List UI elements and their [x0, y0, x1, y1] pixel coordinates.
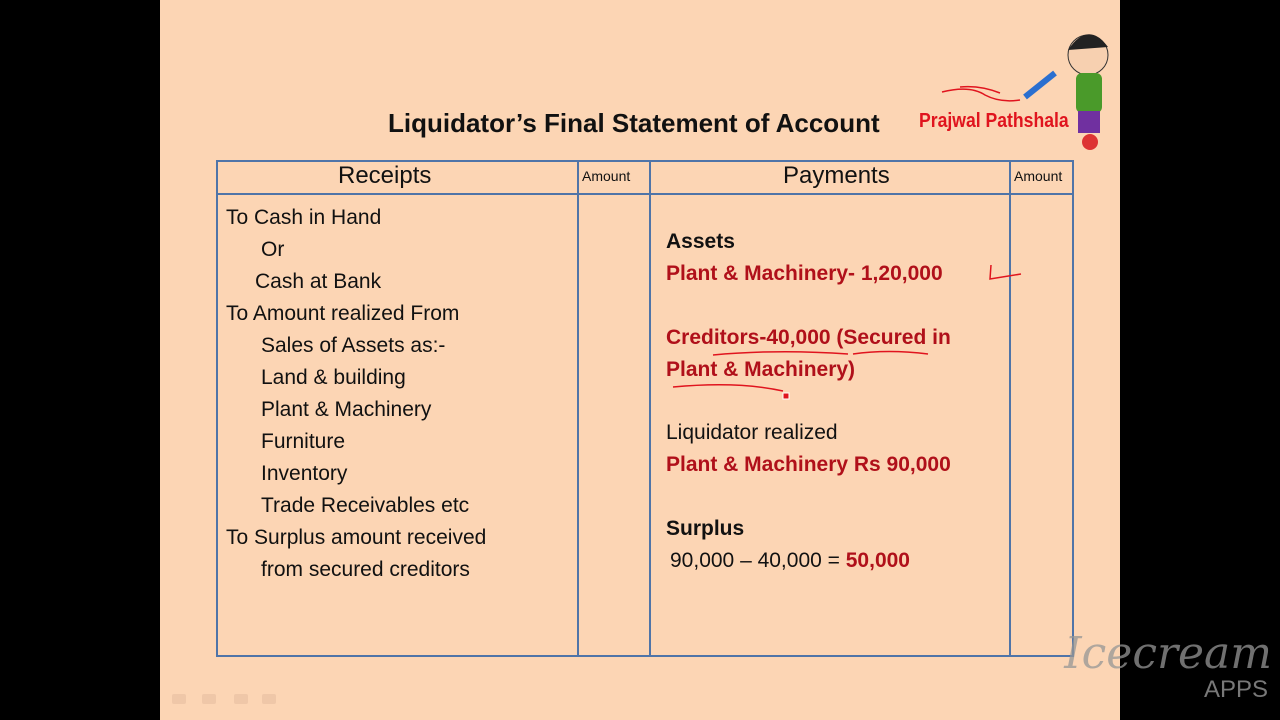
receipt-line: To Cash in Hand	[226, 206, 382, 229]
slide	[160, 0, 1120, 720]
surplus-formula: 90,000 – 40,000 =	[670, 549, 846, 572]
header-payments: Payments	[783, 162, 890, 189]
assets-label: Assets	[666, 230, 735, 253]
prev-slide-icon[interactable]	[172, 694, 186, 704]
brand-logo-text: Prajwal Pathshala	[919, 110, 1069, 132]
pen-annotations	[218, 162, 1076, 659]
surplus-value: 50,000	[845, 549, 910, 572]
receipt-line: To Amount realized From	[226, 302, 460, 325]
menu-icon[interactable]	[234, 694, 248, 704]
realized-value: Plant & Machinery Rs 90,000	[666, 453, 951, 476]
watermark-logo: Icecream	[1064, 628, 1272, 679]
receipt-line: Trade Receivables etc	[261, 494, 470, 517]
header-amount-receipts: Amount	[582, 168, 631, 184]
header-receipts: Receipts	[338, 162, 432, 189]
receipt-line: Land & building	[261, 366, 406, 389]
header-amount-payments: Amount	[1014, 168, 1063, 184]
pen-tool-icon[interactable]	[202, 694, 216, 704]
receipt-line: To Surplus amount received	[226, 526, 487, 549]
receipt-line: Or	[261, 238, 285, 261]
plant-value: Plant & Machinery- 1,20,000	[666, 262, 943, 285]
receipt-line: Cash at Bank	[255, 270, 382, 293]
cartoon-boy-logo	[940, 15, 1110, 155]
receipt-line: from secured creditors	[261, 558, 470, 581]
receipt-line: Furniture	[261, 430, 346, 453]
realized-label: Liquidator realized	[666, 421, 838, 444]
watermark-sub: APPS	[1203, 676, 1268, 703]
slide-title: Liquidator’s Final Statement of Account	[388, 108, 880, 138]
receipt-line: Plant & Machinery	[261, 398, 432, 421]
receipt-line: Sales of Assets as:-	[261, 334, 446, 357]
receipt-line: Inventory	[261, 462, 348, 485]
next-slide-icon[interactable]	[262, 694, 276, 704]
creditors-line-1: Creditors-40,000 (Secured in	[666, 326, 951, 349]
creditors-line-2: Plant & Machinery)	[666, 358, 856, 381]
surplus-label: Surplus	[666, 517, 745, 540]
account-table	[216, 160, 1074, 657]
